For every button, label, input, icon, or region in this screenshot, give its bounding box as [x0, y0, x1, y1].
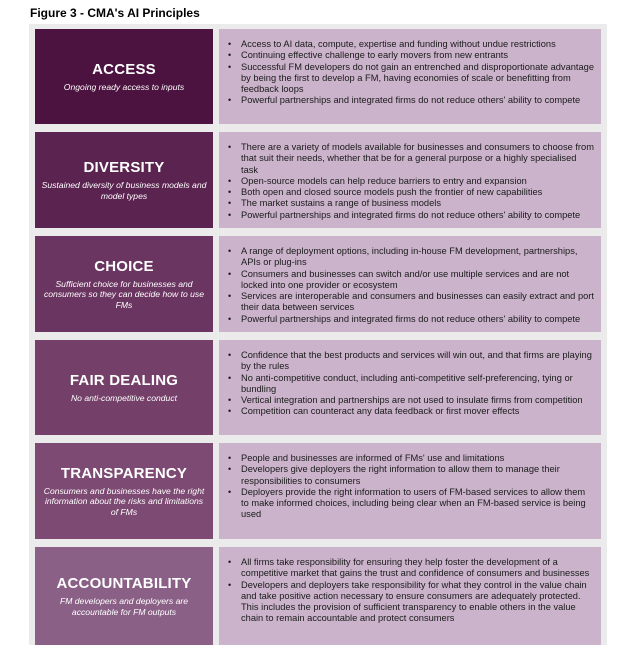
list-item: • Continuing effective challenge to early movers from new entrants — [227, 50, 595, 61]
principle-subtitle: FM developers and deployers are accountable for FM outputs — [59, 595, 189, 617]
principle-points-diversity — [219, 132, 601, 228]
list-item: • People and businesses are informed of FMs' use and limitations — [227, 453, 595, 464]
principle-subtitle: Consumers and businesses have the right information about the risks and limitations of FMs — [43, 485, 205, 517]
list-item: • All firms take responsibility for ensuring they help foster the development of a competitive market that gains the trust and confidence of consumers and businesses — [227, 557, 595, 580]
list-item: • Developers and deployers take responsibility for what they control in the value chain and take positive action necessary to ensure consumers are adequately protected. This includes the provision of sufficient transparency to enable others in the value chain to remain accountable and protect consumers — [227, 580, 595, 625]
list-item: • Powerful partnerships and integrated firms do not reduce others' ability to compete — [227, 314, 595, 325]
list-item: • The market sustains a range of business models — [227, 198, 595, 209]
principle-points-transparency — [219, 443, 601, 539]
list-item: • There are a variety of models available for businesses and consumers to choose from that suit their needs, whether that be for a general purpose or a highly specialised task — [227, 142, 595, 176]
list-item: • Powerful partnerships and integrated firms do not reduce others' ability to compete — [227, 95, 595, 106]
list-item: • Successful FM developers do not gain an entrenched and disproportionate advantage by being the first to develop a FM, having economies of scale or benefitting from feedback loops — [227, 62, 595, 96]
list-item: • Deployers provide the right information to users of FM-based services to allow them to make informed choices, including being clear when an FM-based service is being used — [227, 487, 595, 521]
principle-name: FAIR DEALING — [69, 371, 179, 389]
principle-label-transparency — [35, 443, 213, 539]
principle-label-choice — [35, 236, 213, 332]
principle-points-accountability — [219, 547, 601, 645]
principle-subtitle: Ongoing ready access to inputs — [63, 81, 185, 92]
principle-name: ACCOUNTABILITY — [56, 574, 192, 592]
list-item: • Vertical integration and partnerships are not used to insulate firms from competition — [227, 395, 595, 406]
principle-name: CHOICE — [94, 257, 154, 275]
figure-title: Figure 3 - CMA's AI Principles — [30, 6, 200, 20]
principle-points-access — [219, 29, 601, 124]
list-item: • Both open and closed source models push the frontier of new capabilities — [227, 187, 595, 198]
principle-label-accountability — [35, 547, 213, 645]
principle-points-fair-dealing — [219, 340, 601, 435]
list-item: • Developers give deployers the right information to allow them to manage their responsibilities to consumers — [227, 464, 595, 487]
principle-label-diversity — [35, 132, 213, 228]
principle-name: TRANSPARENCY — [60, 464, 188, 482]
principle-subtitle: No anti-competitive conduct — [70, 392, 178, 403]
principle-subtitle: Sufficient choice for businesses and consumers so they can decide how to use FMs — [43, 278, 205, 310]
principle-label-access — [35, 29, 213, 124]
list-item: • Powerful partnerships and integrated firms do not reduce others' ability to compete — [227, 210, 595, 221]
list-item: • Consumers and businesses can switch and/or use multiple services and are not locked into one provider or ecosystem — [227, 269, 595, 292]
principles-table — [29, 24, 607, 645]
principle-name: ACCESS — [92, 60, 156, 78]
list-item: • Competition can counteract any data feedback or first mover effects — [227, 406, 595, 417]
principle-points-choice — [219, 236, 601, 332]
principle-label-fair-dealing — [35, 340, 213, 435]
principle-name: DIVERSITY — [83, 158, 165, 176]
principle-subtitle: Sustained diversity of business models and model types — [41, 179, 207, 201]
list-item: • Open-source models can help reduce barriers to entry and expansion — [227, 176, 595, 187]
list-item: • Access to AI data, compute, expertise and funding without undue restrictions — [227, 39, 595, 50]
list-item: • Services are interoperable and consumers and businesses can easily extract and port their data between services — [227, 291, 595, 314]
list-item: • A range of deployment options, including in-house FM development, partnerships, APIs or plug-ins — [227, 246, 595, 269]
list-item: • Confidence that the best products and services will win out, and that firms are playing by the rules — [227, 350, 595, 373]
list-item: • No anti-competitive conduct, including anti-competitive self-preferencing, tying or bundling — [227, 373, 595, 396]
